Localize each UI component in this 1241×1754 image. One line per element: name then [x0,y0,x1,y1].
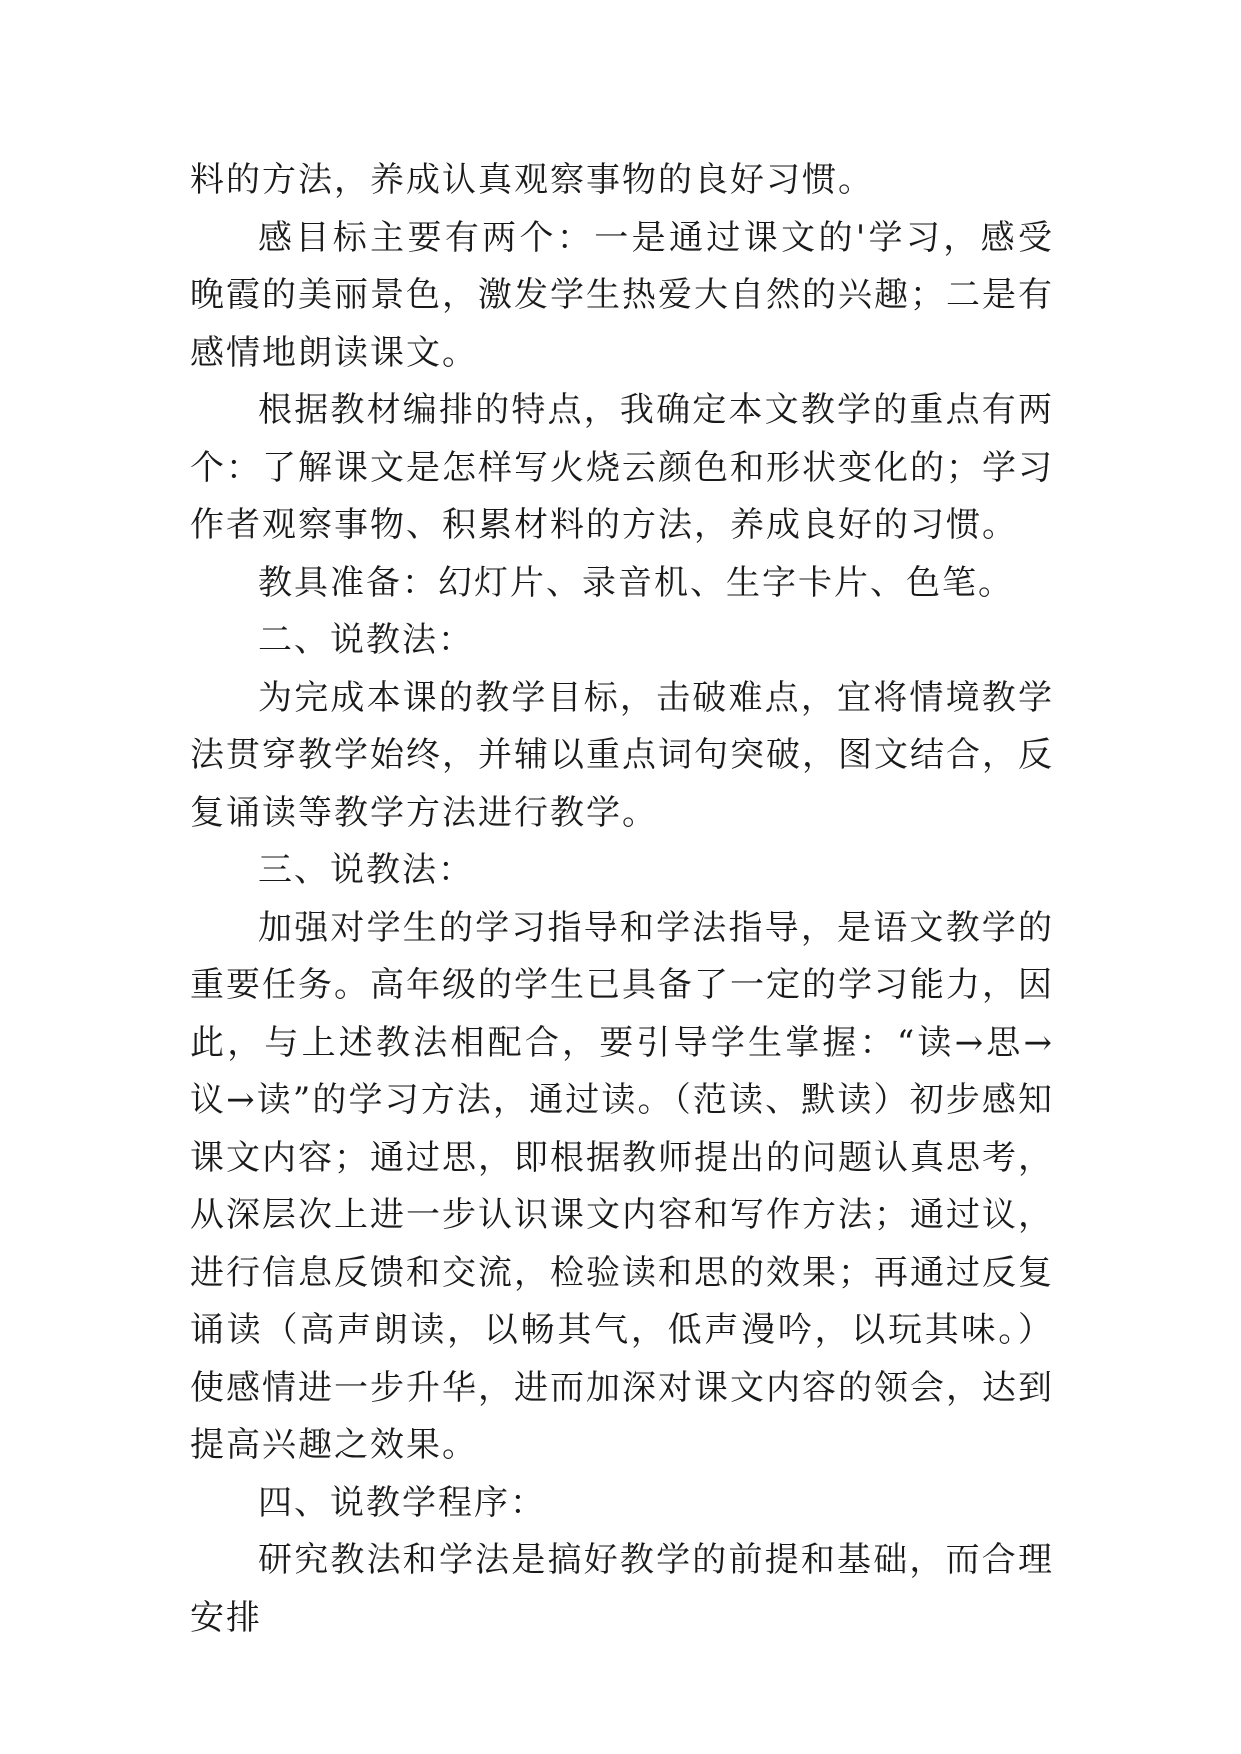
section-heading-teaching-method: 二、说教法： [258,620,474,660]
paragraph-learning-method: 加强对学生的学习指导和学法指导，是语文教学的重要任务。高年级的学生已具备了一定的学习能力，因此，与上述教法相配合，要引导学生掌握：“读→思→议→读”的学习方法，通过读。（范读、默读）初步感知课文内容；通过思，即根据教师提出的问题认真思考，从深层次上进一步认识课文内容和写作方法；通过议，进行信息反馈和交流，检验读和思的效果；再通过反复诵读（高声朗读，以畅其气，低声漫吟，以玩其味。）使感情进一步升华，进而加深对课文内容的领会，达到提高兴趣之效果。 [190,907,1054,1465]
paragraph-key-points: 根据教材编排的特点，我确定本文教学的重点有两个：了解课文是怎样写火烧云颜色和形状变化的；学习作者观察事物、积累材料的方法，养成良好的习惯。 [190,390,1054,545]
paragraph-teaching-method: 为完成本课的教学目标，击破难点，宜将情境教学法贯穿教学始终，并辅以重点词句突破，图文结合，反复诵读等教学方法进行教学。 [190,677,1054,833]
document-body [190,152,1054,1647]
section-heading-teaching-procedure: 四、说教学程序： [258,1482,546,1523]
paragraph-emotion-goals: 感目标主要有两个：一是通过课文的'学习，感受晚霞的美丽景色，激发学生热爱大自然的兴趣；二是有感情地朗读课文。 [190,217,1054,373]
paragraph-teaching-aids: 教具准备：幻灯片、录音机、生字卡片、色笔。 [258,562,1014,603]
paragraph-continuation: 料的方法，养成认真观察事物的良好习惯。 [190,160,874,200]
paragraph-teaching-procedure: 研究教法和学法是搞好教学的前提和基础，而合理安排 [190,1540,1054,1638]
section-heading-learning-method: 三、说教法： [258,850,474,890]
